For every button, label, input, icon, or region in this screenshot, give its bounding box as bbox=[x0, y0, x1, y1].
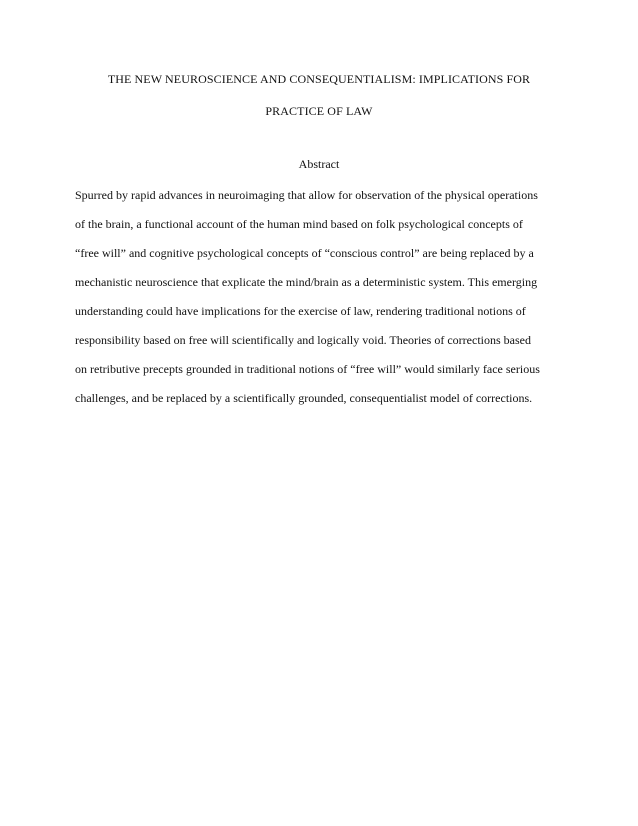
abstract-line: responsibility based on free will scientifically and logically void. Theories of corrections based bbox=[75, 333, 531, 347]
abstract-line: “free will” and cognitive psychological concepts of “conscious control” are being replaced by a bbox=[75, 246, 534, 260]
abstract-line: understanding could have implications for the exercise of law, rendering traditional notions of bbox=[75, 304, 526, 318]
abstract-line: on retributive precepts grounded in traditional notions of “free will” would similarly face serious bbox=[75, 362, 540, 376]
abstract-line: Spurred by rapid advances in neuroimaging that allow for observation of the physical operations bbox=[75, 188, 538, 202]
abstract-body bbox=[75, 181, 575, 413]
abstract-line: mechanistic neuroscience that explicate the mind/brain as a deterministic system. This emerging bbox=[75, 275, 538, 289]
paper-title-line-1: THE NEW NEUROSCIENCE AND CONSEQUENTIALISM: IMPLICATIONS FOR bbox=[107, 72, 531, 86]
paper-title-line-2: PRACTICE OF LAW bbox=[265, 104, 373, 118]
abstract-line: challenges, and be replaced by a scientifically grounded, consequentialist model of corrections. bbox=[75, 391, 533, 405]
abstract-line: of the brain, a functional account of the human mind based on folk psychological concepts of bbox=[75, 217, 523, 231]
abstract-heading: Abstract bbox=[298, 157, 340, 171]
